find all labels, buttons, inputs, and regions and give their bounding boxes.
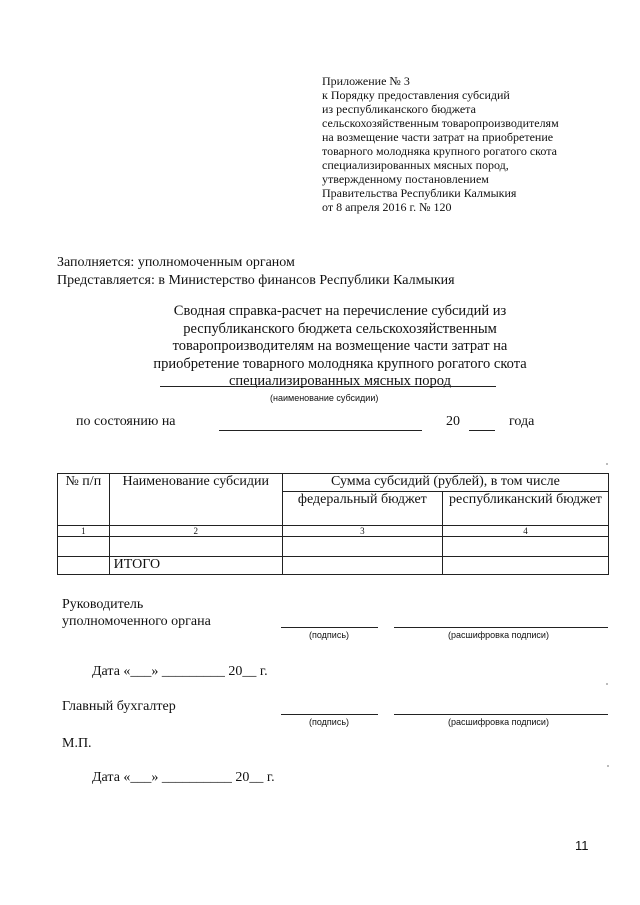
scan-speck: [606, 463, 608, 465]
appendix-line: на возмещение части затрат на приобретение: [322, 130, 554, 144]
as-of-year-prefix: 20: [446, 414, 460, 429]
table-cell[interactable]: [58, 537, 110, 557]
chief-accountant-label: Главный бухгалтер: [62, 699, 176, 714]
appendix-line: товарного молодняка крупного рогатого скота: [322, 144, 557, 158]
column-number: 1: [58, 526, 110, 537]
document-title: [100, 303, 580, 391]
head-decoding-caption: (расшифровка подписи): [448, 630, 549, 640]
table-cell[interactable]: [109, 537, 282, 557]
subsidy-name-caption: (наименование субсидии): [270, 393, 379, 403]
as-of-label: по состоянию на: [76, 414, 176, 429]
column-number: 4: [442, 526, 608, 537]
filled-by-block: [57, 254, 455, 290]
table-row: [58, 537, 609, 557]
table-cell[interactable]: [442, 537, 608, 557]
table-total-row: [58, 557, 609, 575]
head-label-line2: уполномоченного органа: [62, 614, 211, 629]
title-line: Сводная справка-расчет на перечисление субсидий из: [173, 303, 507, 319]
filled-by-text: Заполняется: уполномоченным органом: [57, 255, 295, 270]
subsidy-table: [57, 473, 609, 575]
appendix-line: утвержденному постановлением: [322, 172, 489, 186]
appendix-line: из республиканского бюджета: [322, 102, 476, 116]
head-label-line1: Руководитель: [62, 597, 144, 612]
subsidy-name-underline: [160, 386, 496, 387]
as-of-year-suffix: года: [509, 414, 535, 429]
table-cell[interactable]: [282, 557, 442, 575]
appendix-line: Приложение № 3: [322, 74, 410, 88]
head-decoding-field[interactable]: [394, 627, 608, 628]
page-number: 11: [575, 838, 589, 853]
scan-speck: [606, 683, 608, 685]
header-name: Наименование субсидии: [109, 474, 282, 526]
title-line: специализированных мясных пород: [228, 373, 452, 389]
appendix-line: сельскохозяйственным товаропроизводителям: [322, 116, 559, 130]
header-federal: федеральный бюджет: [282, 492, 442, 526]
column-number-row: [58, 526, 609, 537]
accountant-decoding-caption: (расшифровка подписи): [448, 717, 549, 727]
appendix-line: от 8 апреля 2016 г. № 120: [322, 200, 452, 214]
as-of-year-field[interactable]: [469, 430, 495, 431]
accountant-signature-caption: (подпись): [309, 717, 350, 727]
head-signature-field[interactable]: [281, 627, 378, 628]
total-label: ИТОГО: [109, 557, 282, 575]
column-number: 3: [282, 526, 442, 537]
title-line: товаропроизводителям на возмещение части затрат на: [172, 338, 508, 354]
table-cell: [58, 557, 110, 575]
appendix-line: к Порядку предоставления субсидий: [322, 88, 510, 102]
date-field-1[interactable]: Дата «___» _________ 20__ г.: [92, 664, 268, 679]
title-line: республиканского бюджета сельскохозяйственным: [183, 320, 497, 337]
title-line: приобретение товарного молодняка крупного рогатого скота: [153, 355, 527, 372]
appendix-line: специализированных мясных пород,: [322, 158, 509, 172]
scan-speck: [607, 765, 609, 767]
date-field-2[interactable]: Дата «___» __________ 20__ г.: [92, 770, 275, 785]
appendix-line: Правительства Республики Калмыкия: [322, 186, 517, 200]
header-sum-group: Сумма субсидий (рублей), в том числе: [282, 474, 608, 492]
as-of-date-field[interactable]: [219, 430, 422, 431]
head-signature-caption: (подпись): [309, 630, 350, 640]
accountant-decoding-field[interactable]: [394, 714, 608, 715]
table-cell[interactable]: [282, 537, 442, 557]
submitted-to-text: Представляется: в Министерство финансов Республики Калмыкия: [57, 273, 455, 288]
header-republican: республиканский бюджет: [442, 492, 608, 526]
table-cell[interactable]: [442, 557, 608, 575]
table-header-row: [58, 474, 609, 492]
column-number: 2: [109, 526, 282, 537]
stamp-label: М.П.: [62, 736, 92, 751]
accountant-signature-field[interactable]: [281, 714, 378, 715]
appendix-header: [322, 74, 622, 214]
header-num: № п/п: [58, 474, 110, 526]
